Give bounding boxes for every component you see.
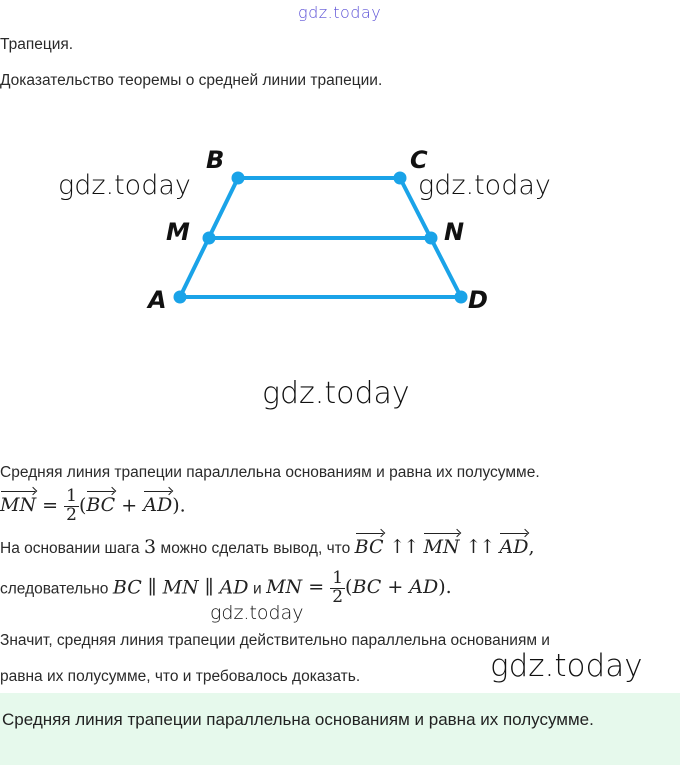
task-title: Доказательство теоремы о средней линии трапеции.: [0, 72, 383, 89]
formula-midline-vector: MN = $\frac{1}{2}$ (BC + AD).: [0, 486, 186, 525]
point-M: [203, 232, 216, 245]
conclusion-text-2: равна их полусумме, что и требовалось доказать.: [0, 668, 361, 685]
watermark-center: gdz.today: [262, 376, 410, 411]
watermark-inline: gdz.today: [210, 602, 304, 624]
watermark-figure-right: gdz.today: [418, 170, 551, 201]
conclusion-text-1: Значит, средняя линия трапеции действительно параллельна основаниям и: [0, 632, 550, 649]
point-A: [174, 291, 187, 304]
point-B: [232, 172, 245, 185]
label-N: N: [444, 218, 465, 246]
trapezoid-figure: [0, 130, 680, 320]
label-C: C: [410, 146, 428, 174]
point-D: [455, 291, 468, 304]
watermark-lower-right: gdz.today: [490, 648, 643, 684]
label-D: D: [468, 286, 488, 314]
vector-MN: MN: [0, 494, 37, 517]
answer-box: [0, 693, 680, 765]
vector-AD: AD: [143, 494, 173, 517]
fraction-half: $\frac{1}{2}$: [66, 486, 77, 525]
label-A: A: [148, 286, 167, 314]
watermark-top: gdz.today: [298, 3, 382, 22]
label-B: B: [206, 146, 225, 174]
vector-BC-2: BC: [354, 536, 384, 558]
parallel-conclusion-line: следовательно BC ∥ MN ∥ AD и MN = $\frac{1}{2}$ (BC + AD).: [0, 568, 452, 607]
point-N: [425, 232, 438, 245]
answer-text: Средняя линия трапеции параллельна основаниям и равна их полусумме.: [2, 710, 594, 729]
vector-AD-2: AD: [499, 536, 529, 558]
vector-BC: BC: [86, 494, 116, 517]
topic-title: Трапеция.: [0, 36, 74, 53]
label-M: M: [166, 218, 190, 246]
step-conclusion-line: На основании шага 3 можно сделать вывод, что BC ↑↑ MN ↑↑ AD,: [0, 536, 535, 558]
statement-text: Средняя линия трапеции параллельна основаниям и равна их полусумме.: [0, 464, 540, 481]
watermark-figure-left: gdz.today: [58, 170, 191, 201]
point-C: [394, 172, 407, 185]
vector-MN-2: MN: [423, 536, 460, 558]
